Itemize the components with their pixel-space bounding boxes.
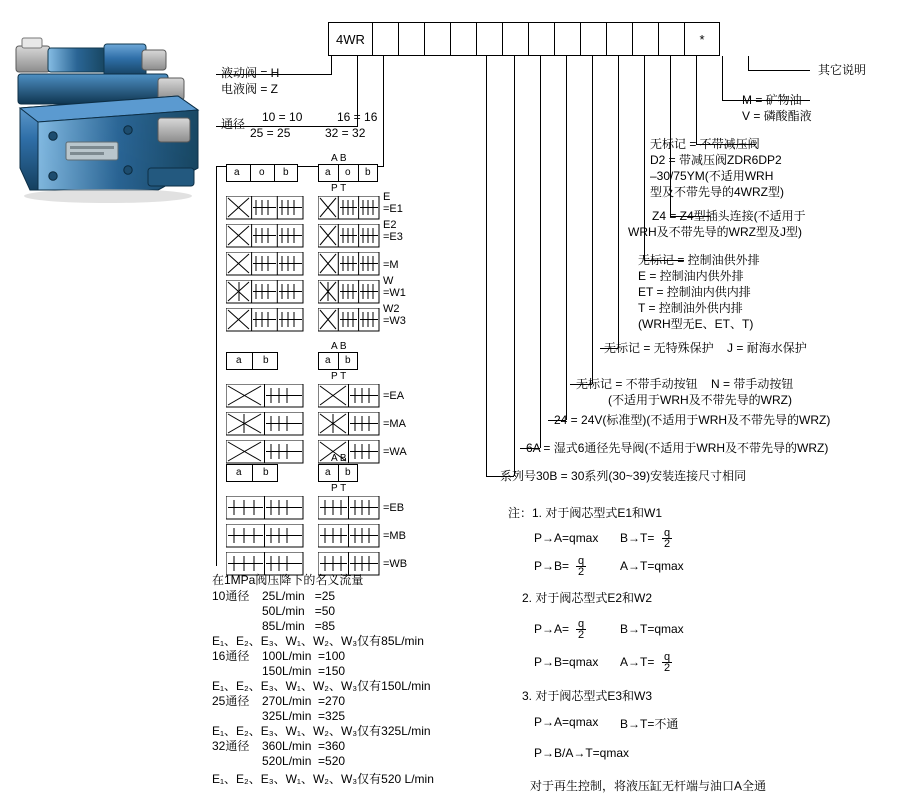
port-label-o: o (345, 167, 351, 178)
port-label-b: b (345, 467, 351, 478)
port-label-pt: P T (331, 183, 347, 194)
fraction-numerator: q (577, 618, 585, 630)
label-pilot-drain-et: ET = 控制油内供内排 (638, 285, 751, 299)
port-label-pt: P T (331, 371, 347, 382)
spool-code-e2: E2 (383, 219, 397, 231)
spool-symbol-row-right (318, 308, 380, 337)
drive-line-hydraulic: 液动阀 = H (221, 66, 280, 80)
fraction-numerator: q (663, 651, 671, 663)
spool-symbol-row-right (318, 524, 380, 553)
note-1-line-2-left-prefix: P→B= (534, 559, 570, 573)
spool-code-mb: =MB (383, 530, 406, 542)
note-1-line-2-right: A→T=qmax (620, 559, 684, 573)
spool-symbol-row-right (318, 496, 380, 525)
code-cell (451, 23, 477, 55)
notes-heading: 注：1. 对于阀芯型式E1和W1 (508, 506, 663, 520)
code-cell (633, 23, 659, 55)
label-pilot-valve-6a: 6A = 湿式6通径先导阀(不适用于WRH及不带先导的WRZ) (526, 441, 829, 455)
code-cell (607, 23, 633, 55)
spool-code-wa: =WA (383, 446, 407, 458)
divider (338, 464, 339, 482)
spool-symbol-row (226, 252, 304, 281)
code-cell (425, 23, 451, 55)
flow-value: 85L/min =85 (262, 619, 336, 633)
label-series-30b: 系列号30B = 30系列(30~39)安装连接尺寸相同 (500, 469, 747, 483)
flow-table-heading: 在1MPa阀压降下的名义流量 (212, 573, 364, 587)
label-seawater-protection: 无标记 = 无特殊保护 J = 耐海水保护 (604, 341, 807, 355)
spool-symbol-row (226, 384, 304, 413)
code-cell (503, 23, 529, 55)
note-2-line-2-left: P→B=qmax (534, 655, 599, 669)
code-cell (555, 23, 581, 55)
fraction-denominator: 2 (663, 538, 671, 550)
label-with-reducer-cont2: 型及不带先导的4WRZ型) (650, 185, 784, 199)
size-label: 通径 (221, 117, 246, 131)
label-with-reducer-cont1: –30/75YM(不适用WRH (650, 169, 774, 183)
port-label-a: a (236, 355, 242, 366)
leader-line (722, 56, 723, 100)
spool-code-eb: =EB (383, 502, 405, 514)
flow-value: 520L/min =520 (262, 754, 346, 768)
spool-symbol-row (226, 496, 304, 525)
spool-code-w2: W2 (383, 303, 400, 315)
divider (252, 352, 253, 370)
label-z4-plug: Z4 = Z4型插头连接(不适用于 (652, 209, 806, 223)
label-phosphate-ester: V = 磷酸酯液 (742, 109, 812, 123)
flow-size-10: 10通径 (212, 589, 250, 603)
label-pilot-drain-e: E = 控制油内供外排 (638, 269, 744, 283)
code-cell (477, 23, 503, 55)
spool-code-w: W (383, 275, 394, 287)
leader-line (540, 56, 541, 448)
flow-value: 100L/min =100 (262, 649, 346, 663)
spool-symbol-row (226, 308, 304, 337)
fraction-q-over-2 (662, 528, 672, 549)
code-cell (659, 23, 685, 55)
label-with-reducer: D2 = 带减压阀ZDR6DP2 (650, 153, 782, 167)
spool-code-w1: =W1 (383, 287, 406, 299)
leader-line (618, 56, 619, 348)
port-label-ab: A B (331, 453, 347, 464)
spool-symbol-row-right (318, 196, 380, 225)
port-label-ab: A B (331, 153, 347, 164)
spool-symbol-row-right (318, 252, 380, 281)
port-label-b: b (345, 355, 351, 366)
spool-symbol-row-right (318, 224, 380, 253)
code-cell (581, 23, 607, 55)
flow-value: 270L/min =270 (262, 694, 346, 708)
divider (358, 164, 359, 182)
flow-note-10: E₁、E₂、E₃、W₁、W₂、W₃仅有85L/min (212, 634, 424, 648)
flow-note-25: E₁、E₂、E₃、W₁、W₂、W₃仅有325L/min (212, 724, 431, 738)
spool-symbol-row-right (318, 384, 380, 413)
label-voltage-24v: 24 = 24V(标准型)(不适用于WRH及不带先导的WRZ) (554, 413, 831, 427)
fraction-numerator: q (663, 527, 671, 539)
divider (274, 164, 275, 182)
divider (250, 164, 251, 182)
label-pilot-drain-t: T = 控制油外供内排 (638, 301, 743, 315)
note-2-line-2-right-prefix: A→T= (620, 655, 655, 669)
divider (338, 352, 339, 370)
fraction-q-over-2 (576, 556, 586, 577)
divider (338, 164, 339, 182)
drive-line-electrohydraulic: 电液阀 = Z (221, 82, 279, 96)
port-label-b: b (263, 467, 269, 478)
label-manual-button-note: (不适用于WRH及不带先导的WRZ) (608, 393, 792, 407)
label-mineral-oil: M = 矿物油 (742, 93, 802, 107)
fraction-numerator: q (577, 555, 585, 567)
spool-symbol-row-right (318, 412, 380, 441)
port-label-ab: A B (331, 341, 347, 352)
flow-value: 325L/min =325 (262, 709, 346, 723)
flow-value: 150L/min =150 (262, 664, 346, 678)
port-label-b: b (365, 167, 371, 178)
spool-code-wb: =WB (383, 558, 408, 570)
port-label-a: a (236, 467, 242, 478)
spool-code-e3: =E3 (383, 231, 403, 243)
leader-line (696, 56, 697, 144)
leader-line (748, 70, 810, 71)
size-value: 32 = 32 (325, 126, 366, 140)
leader-line (514, 56, 515, 476)
spool-symbol-row (226, 524, 304, 553)
port-label-o: o (259, 167, 265, 178)
note-3-heading: 3. 对于阀芯型式E3和W3 (522, 689, 653, 703)
label-z4-plug-cont: WRH及不带先导的WRZ型及J型) (628, 225, 802, 239)
flow-value: 360L/min =360 (262, 739, 346, 753)
label-pilot-drain-note: (WRH型无E、ET、T) (638, 317, 754, 331)
fraction-q-over-2 (662, 652, 672, 673)
note-3-line-1-left: P→A=qmax (534, 715, 599, 729)
flow-value: 25L/min =25 (262, 589, 336, 603)
flow-size-25: 25通径 (212, 694, 250, 708)
fraction-denominator: 2 (577, 566, 585, 578)
port-label-a: a (234, 167, 240, 178)
fraction-denominator: 2 (577, 629, 585, 641)
size-value: 10 = 10 (262, 110, 303, 124)
label-no-reducer: 无标记 = 不带减压阀 (650, 137, 760, 151)
fraction-denominator: 2 (663, 662, 671, 674)
spool-code-ea: =EA (383, 390, 405, 402)
leader-line (216, 166, 217, 566)
flow-value: 50L/min =50 (262, 604, 336, 618)
spool-code-w3: =W3 (383, 315, 406, 327)
spool-symbol-row (226, 196, 304, 225)
code-cell-asterisk: * (699, 31, 705, 47)
flow-note-16: E₁、E₂、E₃、W₁、W₂、W₃仅有150L/min (212, 679, 431, 693)
leader-line (331, 56, 332, 74)
flow-size-16: 16通径 (212, 649, 250, 663)
label-other-description: 其它说明 (818, 63, 867, 77)
leader-line (486, 476, 494, 477)
leader-line (383, 56, 384, 166)
label-pilot-drain-none: 无标记 = 控制油供外排 (638, 253, 760, 267)
note-2-line-1-left-prefix: P→A= (534, 622, 570, 636)
port-label-b: b (263, 355, 269, 366)
port-label-a: a (325, 355, 331, 366)
spool-code-m: =M (383, 259, 399, 271)
spool-symbol-row-right (318, 280, 380, 309)
note-1-line-1-right-prefix: B→T= (620, 531, 655, 545)
port-label-b: b (283, 167, 289, 178)
valve-product-photo (8, 18, 213, 208)
spool-symbol-row (226, 224, 304, 253)
size-value: 25 = 25 (250, 126, 291, 140)
spool-code-ma: =MA (383, 418, 406, 430)
spool-code-e: E (383, 191, 391, 203)
spool-code-e1: =E1 (383, 203, 403, 215)
port-label-a: a (325, 167, 331, 178)
flow-size-32: 32通径 (212, 739, 250, 753)
code-cell (529, 23, 555, 55)
port-label-a: a (325, 467, 331, 478)
flow-note-32: E₁、E₂、E₃、W₁、W₂、W₃仅有520 L/min (212, 772, 434, 786)
leader-line (748, 56, 749, 70)
size-value: 16 = 16 (337, 110, 378, 124)
leader-line (592, 56, 593, 384)
code-cell (399, 23, 425, 55)
note-3-line-2: P→B/A→T=qmax (534, 746, 630, 760)
note-1-line-1-left: P→A=qmax (534, 531, 599, 545)
code-cell (373, 23, 399, 55)
note-3-line-1-right: B→T=不通 (620, 717, 679, 731)
label-manual-button: 无标记 = 不带手动按钮 N = 带手动按钮 (576, 377, 794, 391)
note-2-heading: 2. 对于阀芯型式E2和W2 (522, 591, 653, 605)
code-cell: 4WR (329, 23, 373, 55)
spool-symbol-row (226, 412, 304, 441)
port-label-pt: P T (331, 483, 347, 494)
divider (252, 464, 253, 482)
leader-line (566, 56, 567, 420)
notes-footer: 对于再生控制，将液压缸无杆端与油口A全通 (530, 779, 767, 793)
type-code-bar (328, 22, 720, 56)
leader-line (486, 56, 487, 476)
spool-symbol-row (226, 280, 304, 309)
fraction-q-over-2 (576, 619, 586, 640)
note-2-line-1-right: B→T=qmax (620, 622, 684, 636)
